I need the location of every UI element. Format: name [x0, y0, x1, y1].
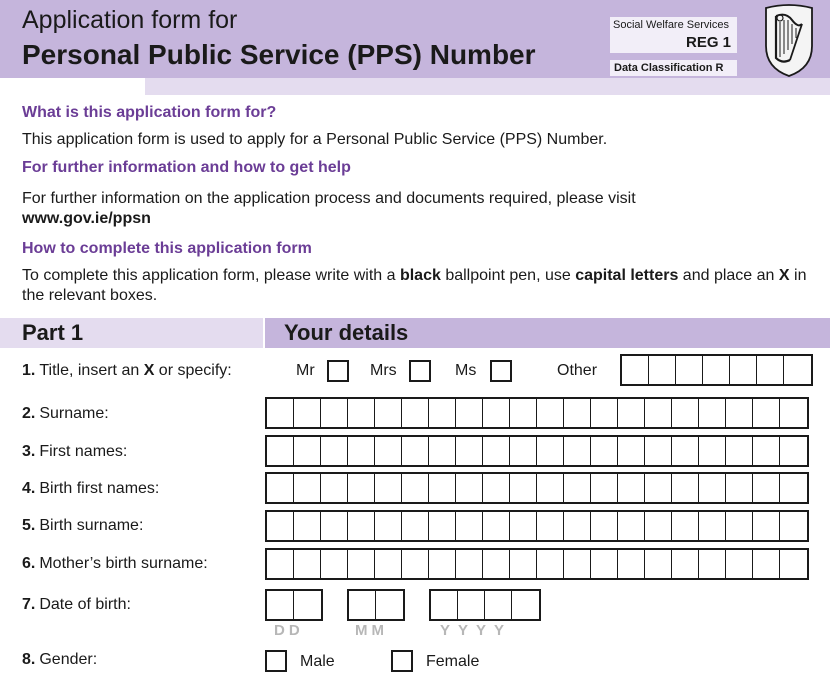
q4-label-text: Birth first names:	[39, 480, 160, 497]
q4-num: 4.	[22, 480, 36, 497]
text-purpose: This application form is used to apply for a Personal Public Service (PPS) Number.	[22, 131, 608, 148]
q6-label	[22, 555, 208, 573]
dob-year-hint: YYYY	[440, 622, 513, 639]
complete-bold-2: capital letters	[575, 267, 679, 284]
q3-label-text: First names:	[39, 443, 128, 460]
q3-num: 3.	[22, 443, 36, 460]
q7-num: 7.	[22, 596, 36, 613]
gender-male-label: Male	[300, 653, 335, 670]
text-complete	[22, 266, 812, 306]
form-id-box	[609, 16, 738, 77]
form-title-line1: Application form for	[22, 6, 238, 34]
q2-num: 2.	[22, 405, 36, 422]
q8-num: 8.	[22, 651, 36, 668]
complete-text-2: ballpoint pen, use	[440, 267, 576, 284]
dob-year-input[interactable]	[429, 589, 541, 621]
surname-input[interactable]	[265, 397, 809, 429]
dob-month-input[interactable]	[347, 589, 405, 621]
q5-num: 5.	[22, 517, 36, 534]
mothers-birth-surname-input[interactable]	[265, 548, 809, 580]
form-id-top	[609, 16, 738, 54]
form-code: REG 1	[685, 34, 731, 51]
q7-label-text: Date of birth:	[39, 596, 131, 613]
complete-bold-3: X	[778, 267, 790, 284]
dob-month-hint: MM	[355, 622, 388, 639]
form-title-line2: Personal Public Service (PPS) Number	[22, 39, 536, 70]
q3-label	[22, 443, 127, 461]
title-ms-label: Ms	[455, 362, 477, 379]
q2-label	[22, 405, 109, 423]
q1-label-x: X	[143, 362, 155, 379]
heading-complete: How to complete this application form	[22, 240, 312, 257]
header-strip	[145, 78, 830, 95]
complete-text-3: and place an	[678, 267, 779, 284]
q5-label	[22, 517, 143, 535]
form-header	[0, 0, 830, 78]
heading-purpose: What is this application form for?	[22, 104, 277, 121]
q7-label	[22, 596, 131, 614]
q4-label	[22, 480, 159, 498]
q6-num: 6.	[22, 555, 36, 572]
q1-label-post: or specify:	[154, 362, 232, 379]
complete-text-1: To complete this application form, please write with a	[22, 267, 400, 284]
gender-female-checkbox[interactable]	[391, 650, 413, 672]
q1-label	[22, 362, 232, 380]
data-classification: Data Classification R	[609, 59, 738, 77]
title-mrs-checkbox[interactable]	[409, 360, 431, 382]
help-url: www.gov.ie/ppsn	[22, 210, 151, 227]
q1-label-pre: Title, insert an	[39, 362, 144, 379]
part1-label: Part 1	[22, 320, 84, 345]
q6-label-text: Mother’s birth surname:	[39, 555, 208, 572]
first-names-input[interactable]	[265, 435, 809, 467]
dob-day-input[interactable]	[265, 589, 323, 621]
q5-label-text: Birth surname:	[39, 517, 144, 534]
complete-bold-1: black	[399, 267, 441, 284]
birth-first-names-input[interactable]	[265, 472, 809, 504]
title-mr-label: Mr	[296, 362, 315, 379]
q2-label-text: Surname:	[39, 405, 109, 422]
part1-title: Your details	[284, 320, 409, 345]
dob-day-hint: DD	[274, 622, 304, 639]
gender-male-checkbox[interactable]	[265, 650, 287, 672]
text-help-body: For further information on the application process and documents required, please visit	[22, 190, 636, 207]
title-other-label: Other	[557, 362, 598, 379]
title-mrs-label: Mrs	[370, 362, 397, 379]
title-mr-checkbox[interactable]	[327, 360, 349, 382]
text-help	[22, 189, 812, 229]
birth-surname-input[interactable]	[265, 510, 809, 542]
title-ms-checkbox[interactable]	[490, 360, 512, 382]
heading-help: For further information and how to get help	[22, 159, 351, 176]
part1-bar	[0, 318, 830, 348]
q8-label	[22, 651, 97, 669]
harp-crest-icon	[760, 2, 818, 78]
q8-label-text: Gender:	[39, 651, 98, 668]
gender-female-label: Female	[426, 653, 480, 670]
title-other-input[interactable]	[620, 354, 813, 386]
complete-text-4: in the relevant boxes.	[22, 267, 807, 304]
department-label: Social Welfare Services	[613, 19, 729, 31]
q1-num: 1.	[22, 362, 36, 379]
